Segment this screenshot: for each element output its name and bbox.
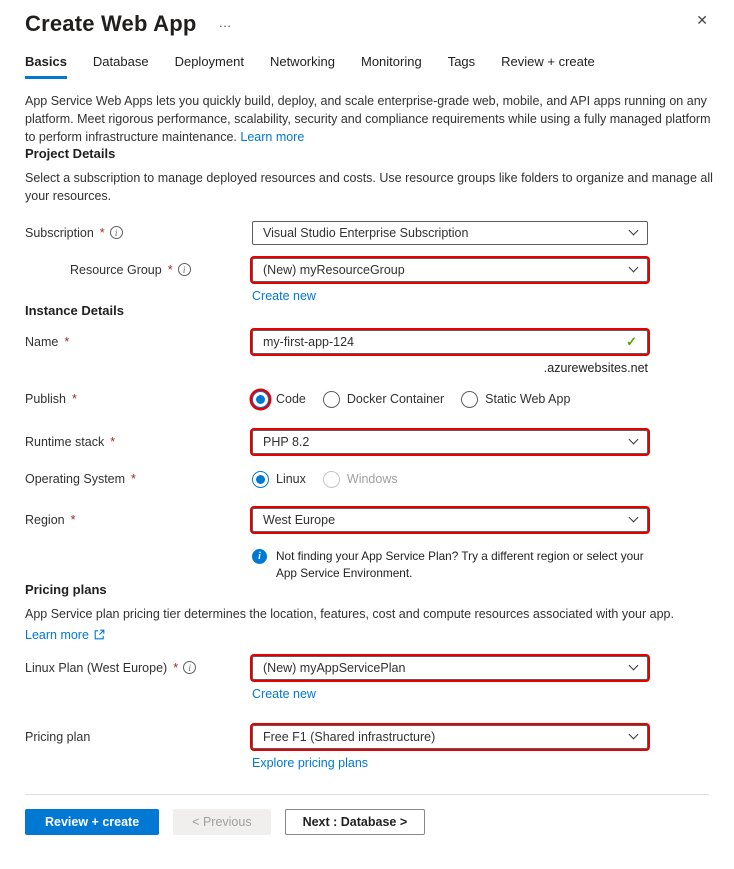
required-asterisk: * (110, 434, 116, 449)
close-icon[interactable]: ✕ (696, 12, 708, 28)
required-asterisk: * (167, 262, 173, 277)
project-details-description: Select a subscription to manage deployed resources and costs. Use resource groups like folders to organize and manage all your resources. (25, 171, 713, 203)
resource-group-dropdown[interactable] (252, 258, 648, 282)
subscription-value: Visual Studio Enterprise Subscription (263, 225, 469, 240)
pricing-plan-label: Pricing plan (25, 729, 91, 744)
radio-docker-container[interactable] (323, 391, 444, 408)
linux-plan-dropdown[interactable] (252, 656, 648, 680)
intro-paragraph (25, 93, 715, 146)
radio-code-label: Code (276, 392, 306, 407)
footer-actions (25, 795, 709, 835)
field-row-runtime-stack (25, 430, 709, 454)
required-asterisk: * (64, 334, 70, 349)
subscription-label: Subscription (25, 225, 94, 240)
tab-deployment[interactable]: Deployment (174, 54, 244, 69)
required-asterisk: * (72, 392, 77, 407)
tab-review-create[interactable]: Review + create (501, 54, 595, 69)
project-details-heading: Project Details (25, 146, 116, 162)
review-create-button[interactable]: Review + create (25, 809, 159, 835)
tab-basics[interactable]: Basics (25, 54, 67, 79)
radio-linux-label: Linux (276, 472, 306, 487)
pricing-plans-heading: Pricing plans (25, 581, 107, 597)
resource-group-value: (New) myResourceGroup (263, 262, 405, 277)
subscription-dropdown[interactable] (252, 221, 648, 245)
runtime-stack-value: PHP 8.2 (263, 434, 310, 449)
required-asterisk: * (173, 660, 179, 675)
field-row-name (25, 330, 709, 354)
required-asterisk: * (99, 225, 105, 240)
field-row-subscription (25, 221, 709, 245)
publish-label: Publish (25, 392, 66, 407)
chevron-down-icon (629, 513, 639, 523)
operating-system-label: Operating System (25, 472, 126, 487)
info-icon[interactable]: i (178, 263, 191, 276)
valid-checkmark-icon: ✓ (626, 333, 637, 349)
pricing-learn-more-link[interactable]: Learn more (25, 627, 89, 642)
name-label: Name (25, 334, 59, 349)
radio-linux[interactable] (252, 471, 306, 488)
tab-monitoring[interactable]: Monitoring (360, 54, 422, 69)
pricing-plan-value: Free F1 (Shared infrastructure) (263, 729, 436, 744)
info-icon[interactable]: i (183, 661, 196, 674)
chevron-down-icon (629, 226, 639, 236)
note-text: Not finding your App Service Plan? Try a different region or select your App Service Environment. (276, 548, 644, 580)
explore-pricing-plans-link[interactable]: Explore pricing plans (252, 755, 369, 770)
region-value: West Europe (263, 512, 336, 527)
next-database-button[interactable]: Next : Database > (285, 809, 426, 835)
field-row-resource-group (25, 258, 709, 282)
external-link-icon (94, 629, 105, 640)
radio-docker-label: Docker Container (346, 392, 445, 407)
app-service-plan-note (252, 548, 644, 582)
tab-tags[interactable]: Tags (447, 54, 476, 69)
radio-unselected-icon (461, 391, 478, 408)
runtime-stack-dropdown[interactable] (252, 430, 648, 454)
field-row-linux-plan (25, 656, 709, 680)
instance-details-heading: Instance Details (25, 302, 124, 318)
field-row-pricing-plan (25, 725, 709, 749)
radio-selected-icon (252, 471, 269, 488)
radio-selected-icon (252, 391, 269, 408)
pricing-plan-dropdown[interactable] (252, 725, 648, 749)
tab-networking[interactable]: Networking (269, 54, 335, 69)
page-title: Create Web App (25, 11, 197, 36)
chevron-down-icon (629, 730, 639, 740)
linux-plan-create-new-link[interactable]: Create new (252, 686, 316, 701)
runtime-stack-label: Runtime stack (25, 434, 105, 449)
field-row-operating-system (25, 471, 709, 488)
wizard-tabs (25, 54, 709, 79)
region-dropdown[interactable] (252, 508, 648, 532)
chevron-down-icon (629, 435, 639, 445)
resource-group-create-new-link[interactable]: Create new (252, 288, 316, 303)
required-asterisk: * (131, 472, 136, 487)
name-value: my-first-app-124 (263, 334, 354, 349)
previous-button[interactable]: < Previous (173, 809, 270, 835)
field-row-region (25, 508, 709, 532)
linux-plan-label: Linux Plan (West Europe) (25, 660, 168, 675)
linux-plan-value: (New) myAppServicePlan (263, 660, 406, 675)
info-filled-icon: i (252, 549, 267, 564)
radio-windows[interactable] (323, 471, 398, 488)
region-label: Region (25, 512, 65, 527)
more-options-icon[interactable]: … (218, 14, 233, 30)
chevron-down-icon (629, 263, 639, 273)
os-radio-group (252, 471, 648, 488)
radio-windows-label: Windows (346, 472, 398, 487)
field-row-publish (25, 391, 709, 408)
info-icon[interactable]: i (110, 226, 123, 239)
required-asterisk: * (70, 512, 76, 527)
chevron-down-icon (629, 661, 639, 671)
radio-static-label: Static Web App (485, 392, 571, 407)
radio-code[interactable] (252, 391, 306, 408)
radio-unselected-icon (323, 391, 340, 408)
radio-disabled-icon (323, 471, 340, 488)
resource-group-label: Resource Group (70, 262, 162, 277)
pricing-plans-description: App Service plan pricing tier determines the location, features, cost and compute resources associated with your app. (25, 606, 674, 621)
intro-text: App Service Web Apps lets you quickly build, deploy, and scale enterprise-grade web, mobile, and API apps running on any platform. Meet rigorous performance, scalability, security and compliance requirements while using a fully managed platform to perform infrastructure maintenance. (25, 94, 711, 144)
intro-learn-more-link[interactable]: Learn more (240, 129, 305, 144)
publish-radio-group (252, 391, 648, 408)
domain-suffix: .azurewebsites.net (543, 360, 648, 375)
panel-header (25, 0, 709, 37)
radio-static-web-app[interactable] (461, 391, 570, 408)
name-input[interactable] (252, 330, 648, 354)
tab-database[interactable]: Database (92, 54, 149, 69)
